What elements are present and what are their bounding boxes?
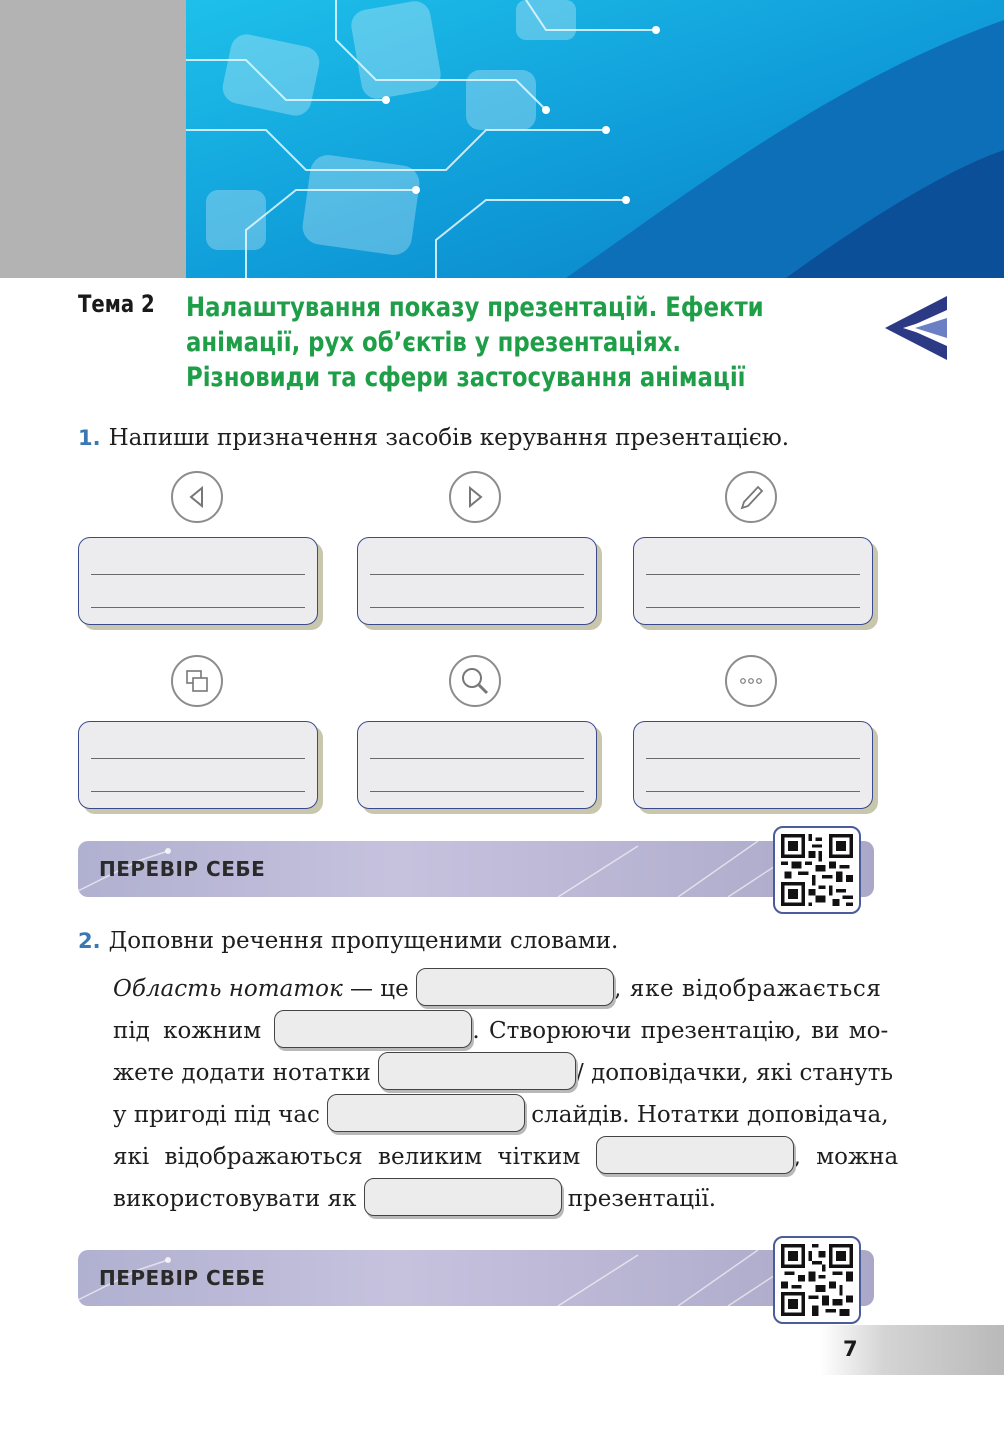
- blank-input[interactable]: [596, 1136, 794, 1174]
- header-banner-image: [186, 0, 1004, 278]
- zoom-icon: [449, 655, 501, 707]
- text-fragment: слайдів. Нотатки доповідача,: [531, 1102, 889, 1128]
- qr-code-icon[interactable]: [773, 826, 861, 914]
- check-yourself-label: ПЕРЕВІР СЕБЕ: [99, 857, 266, 881]
- text-fragment: . Створюючи презентацію, ви мо-: [472, 1018, 889, 1044]
- text-fragment: — це: [342, 976, 417, 1002]
- blank-input[interactable]: [274, 1010, 472, 1048]
- text-fragment: які відображаються великим чітким: [113, 1144, 596, 1170]
- paragraph-line: [113, 968, 882, 1010]
- text-fragment: використовувати як: [113, 1186, 364, 1212]
- check-yourself-label: ПЕРЕВІР СЕБЕ: [99, 1266, 266, 1290]
- task-1-prompt: [78, 425, 789, 451]
- page-number: 7: [843, 1337, 858, 1361]
- text-fragment: , яке відображається: [614, 976, 882, 1002]
- answer-box[interactable]: [633, 721, 873, 809]
- text-fragment: / доповідачки, які стануть: [576, 1060, 893, 1086]
- topic-title-line: Різновиди та сфери застосування анімації: [186, 362, 746, 393]
- answer-box[interactable]: [78, 721, 318, 809]
- blank-input[interactable]: [378, 1052, 576, 1090]
- double-chevron-icon: [885, 296, 947, 360]
- more-options-icon: [725, 655, 777, 707]
- text-fragment: під кожним: [113, 1018, 275, 1044]
- header-gray-block: [0, 0, 186, 278]
- next-slide-icon: [449, 471, 501, 523]
- text-fragment: презентації.: [567, 1186, 717, 1212]
- qr-code-icon[interactable]: [773, 1236, 861, 1324]
- fill-in-paragraph: [113, 968, 899, 1220]
- topic-title: [186, 290, 778, 395]
- paragraph-line: [113, 1094, 889, 1136]
- paragraph-line: [113, 1010, 889, 1052]
- task-number: 1.: [78, 426, 101, 450]
- text-fragment: жете додати нотатки: [113, 1060, 379, 1086]
- paragraph-line: [113, 1052, 893, 1094]
- task-2-prompt: [78, 928, 618, 954]
- answer-box[interactable]: [357, 721, 597, 809]
- topic-label: Тема 2: [78, 290, 155, 318]
- term-notes-area: Область нотаток: [113, 976, 343, 1002]
- blank-input[interactable]: [327, 1094, 525, 1132]
- check-yourself-bar: [78, 1250, 874, 1306]
- blank-input[interactable]: [416, 968, 614, 1006]
- topic-title-line: Налаштування показу презентацій. Ефекти: [186, 292, 764, 323]
- previous-slide-icon: [171, 471, 223, 523]
- check-yourself-bar: [78, 841, 874, 897]
- all-slides-icon: [171, 655, 223, 707]
- paragraph-line: [113, 1136, 899, 1178]
- answer-box[interactable]: [78, 537, 318, 625]
- blank-input[interactable]: [364, 1178, 562, 1216]
- answer-box[interactable]: [357, 537, 597, 625]
- task-number: 2.: [78, 929, 101, 953]
- text-fragment: , можна: [793, 1144, 899, 1170]
- task-text: Доповни речення пропущеними словами.: [108, 928, 619, 954]
- pen-icon: [725, 471, 777, 523]
- topic-title-line: анімації, рух об’єктів у презентаціях.: [186, 327, 682, 358]
- answer-box[interactable]: [633, 537, 873, 625]
- text-fragment: у пригоді під час: [113, 1102, 328, 1128]
- task-text: Напиши призначення засобів керування презентацією.: [108, 425, 790, 451]
- paragraph-line: [113, 1178, 875, 1220]
